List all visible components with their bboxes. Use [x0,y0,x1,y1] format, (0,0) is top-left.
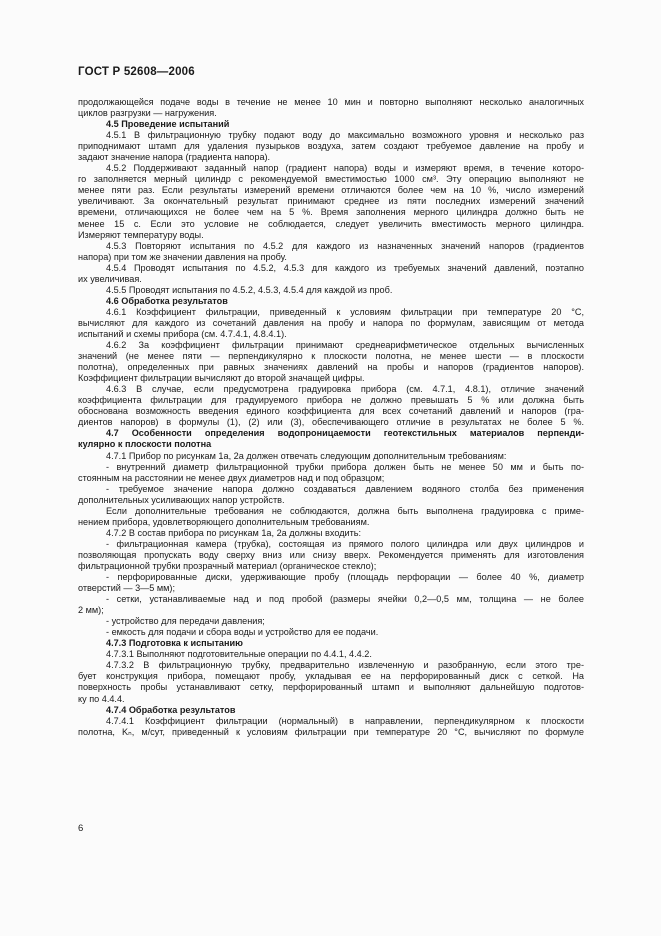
text-line: - перфорированные диски, удерживающие пробу (площадь перфорации — более 40 %, диаметр [106,572,584,583]
text-line: напора) при том же значении давления на пробу. [78,251,287,262]
text-line: - сетки, устанавливаемые над и под пробой (размеры ячейки 0,2—0,5 мм, толщина — не более [106,594,584,605]
document-header: ГОСТ Р 52608—2006 [78,66,195,78]
text-line: 4.7.4 Обработка результатов [106,704,236,715]
text-line: менее пяти раз. Если результаты измерений времени отличаются более чем на 10 %, число измерений [78,185,584,196]
text-line: 4.7.3 Подготовка к испытанию [106,638,243,649]
text-line: кулярно к плоскости полотна [78,439,212,450]
text-line: стоянным на расстоянии не менее двух диаметров над и под образцом; [78,472,385,483]
text-line: 4.7 Особенности определения водопроницаемости геотекстильных материалов перпенди- [106,428,584,439]
text-line: коэффициента фильтрации для градуируемого прибора не должно превышать 5 % или должна быть [78,395,584,406]
text-line: 2 мм); [78,605,104,616]
text-line: 4.5.2 Поддерживают заданный напор (градиент напора) воды и измеряют время, в течение которо- [106,163,584,174]
text-line: циклов разгрузки — нагружения. [78,108,217,119]
text-line: 4.7.4.1 Коэффициент фильтрации (нормальный) в направлении, перпендикулярном к плоскости [106,715,584,726]
text-line: полотна, Kₙ, м/сут, приведенный к условиям фильтрации при температуре 20 °С, вычисляют по формуле [78,726,584,737]
text-line: - емкость для подачи и сбора воды и устройство для ее подачи. [106,627,379,638]
text-line: продолжающейся подаче воды в течение не менее 10 мин и повторно выполняют несколько аналогичных [78,97,584,107]
text-line: фильтрационной трубки прозрачный материал (органическое стекло); [78,560,377,571]
body-text [78,97,584,738]
text-line: времени, отличающихся не более чем на 5 %. Время заполнения мерного цилиндра должно быть не [78,207,584,218]
text-line: 4.6.2 За коэффициент фильтрации принимают среднеарифметическое отдельных вычисленных [106,340,584,351]
text-line: дополнительных усиливающих напор устройств. [78,494,285,505]
text-line: нением прибора, удовлетворяющего дополнительным требованиям. [78,516,370,527]
text-line: 4.5 Проведение испытаний [106,119,230,130]
text-line: - требуемое значение напора должно создаваться давлением водяного столба без применения [106,483,584,494]
text-line: - устройство для передачи давления; [106,616,265,627]
text-line: 4.7.3.1 Выполняют подготовительные операции по 4.4.1, 4.4.2. [106,649,372,660]
text-line: их увеличивая. [78,273,142,284]
text-line: - внутренний диаметр фильтрационной трубки прибора должен быть не менее 50 мм и быть по- [106,461,584,472]
text-line: 4.7.3.2 В фильтрационную трубку, предварительно извлеченную и разобранную, если этого тре- [106,660,584,671]
text-line: испытаний и схемы прибора (см. 4.7.4.1, 4.8.4.1). [78,328,287,339]
text-line: 4.6.1 Коэффициент фильтрации, приведенный к условиям фильтрации при температуре 20 °С, [106,306,584,317]
text-line: 4.5.1 В фильтрационную трубку подают воду до максимально возможного уровня и несколько раз [106,130,584,141]
text-line: полотна), определенных при равных значениях давлений на пробы и напоров (градиентов напоров). [78,362,584,373]
text-line: - фильтрационная камера (трубка), состоящая из прямого полого цилиндра или двух цилиндров и [106,538,584,549]
text-line: позволяющая пропускать воду сверху вниз или снизу вверх. Рекомендуется применять для изготовления [78,549,584,560]
text-line: поверхность пробы устанавливают сетку, перфорированный штамп и выполняют дальнейшую подготов- [78,682,584,693]
text-line: менее 15 с. Если это условие не соблюдается, следует увеличить вместимость мерного цилиндра. [78,218,584,229]
text-line: 4.6 Обработка результатов [106,295,228,306]
text-line: ку по 4.4.4. [78,693,125,704]
text-line: 4.6.3 В случае, если предусмотрена градуировка прибора (см. 4.7.1, 4.8.1), отличие значений [106,384,584,395]
text-line: вычисляют для каждого из сочетаний давления на пробу и напора по формулам, зависящим от метода [78,317,584,328]
text-line: 4.7.1 Прибор по рисункам 1а, 2а должен отвечать следующим дополнительным требованиям: [106,450,507,461]
text-line: задают значение напора (градиента напора). [78,152,271,163]
text-line: бует конструкция прибора, помещают пробу, укладывая ее на перфорированный диск с сеткой. На [78,671,584,682]
text-line: приподнимают штамп для удаления пузырьков воздуха, затем создают требуемое давление на пробу и [78,141,584,152]
text-line: Измеряют температуру воды. [78,229,204,240]
text-line: 4.5.5 Проводят испытания по 4.5.2, 4.5.3, 4.5.4 для каждой из проб. [106,284,393,295]
text-line: значений (не менее пяти — перпендикулярно к плоскости полотна, не менее шести — в плоскости [78,351,584,362]
text-line: диентов напоров) в формулы (1), (2) или (3), обеспечивающего отличие в результатах не более 5 %. [78,417,584,428]
text-line: увеличивают. За окончательный результат принимают среднее из пяти последних измерений значений [78,196,584,207]
text-line: 4.5.4 Проводят испытания по 4.5.2, 4.5.3 для каждого из требуемых значений давлений, поэтапно [106,262,584,273]
page-number: 6 [78,823,84,834]
text-line: 4.5.3 Повторяют испытания по 4.5.2 для каждого из назначенных значений напоров (градиентов [106,240,584,251]
text-line: Коэффициент фильтрации вычисляют до второй значащей цифры. [78,373,365,384]
text-line: го заполняется мерный цилиндр с рекомендуемой вместимостью 1000 см³. Эту операцию выполняют не [78,174,584,185]
text-line: 4.7.2 В состав прибора по рисункам 1а, 2а должны входить: [106,527,362,538]
text-line: Если дополнительные требования не соблюдаются, должна быть выполнена градуировка с приме- [106,505,584,516]
text-line: отверстий — 3—5 мм); [78,583,176,594]
text-line: обоснована возможность введения единого коэффициента для всех сочетаний давлений и напоров (гра- [78,406,584,417]
